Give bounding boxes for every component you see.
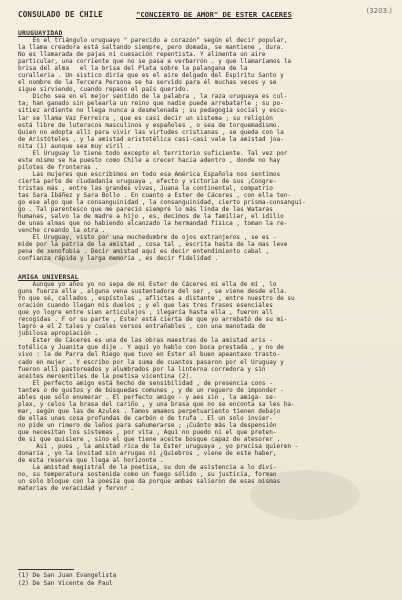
section-heading-amiga-universal: AMIGA UNIVERSAL [18, 273, 79, 281]
text-line: Así , pues , la amistad rica de la Ester uruguaya , yo precisa quieren - [18, 443, 299, 451]
text-line: lagro a el Z tales y cuales versos entrañables , con una manotada de [18, 323, 266, 331]
text-line: ables que sólo enumerar . El perfecto amigo - y aes sin , la amiga- se- [18, 393, 277, 401]
text-line: cierta parte de ciudadanía uruguaya , efecto y victoria de sus ¡Congre- [18, 177, 277, 185]
text-line: pena de xenofobia . Decir amistad aquí es decir entendimiento cabal , [18, 248, 270, 256]
section-body-amiga-universal [18, 281, 388, 492]
text-line: confianza rápida y larga memoria , es decir fidelidad . [18, 255, 219, 263]
text-line: particular, una corriente que no se pasa a verbarrón . y que llamaríamos la [18, 58, 292, 66]
text-line: pilotes de fronteras . [18, 163, 99, 171]
text-line: mide por la patria de la amistad , cosa tal , escrita hasta de la mas leve [18, 241, 288, 249]
text-line: vivo : la de Parra del Riego que tuvo en Ester al buen apeantaxo trasto- [18, 351, 281, 359]
text-line: nita (1) aunque sea muy viril . [18, 142, 131, 150]
text-line: de esta reserva que llega al horizonte . [18, 457, 164, 465]
text-line: sigue sirviendo, cuando repaso el país querido. [18, 86, 190, 94]
letterhead [18, 7, 392, 24]
text-line: curalleria . Un sistico diría que es el aire delgado del Espíritu Santo y [18, 72, 284, 80]
text-line: de Aristóteles , y la amistad aristotélica casi-casi vale la amistad joa- [18, 135, 284, 143]
section-heading-uruguayidad: URUGUAYIDAD [18, 29, 63, 37]
text-line: El Uruguay, visto por una muchedumbre de ojos extranjeros , se es - [18, 234, 277, 242]
text-line: En el triángulo uruguayo " parecido a corazón" según el decir popular, [18, 37, 288, 44]
text-line: La amistad magistral de la poetisa, su don de asistencia a lo divi- [18, 464, 277, 472]
text-line: Aunque yo años yo no sepa de mi Ester de Cáceres mi ella de mí , lo [18, 281, 277, 288]
text-line: no, su temperatura sostenida como un fuego sólido , su justicia, forman [18, 471, 277, 479]
text-line: un solo bloque con la poesía que da porque ambas salieron de esas mismas [18, 478, 281, 486]
text-line: guns fuerza ella , alguna vena sustentadora del ser , se viene desde ella. [18, 288, 288, 296]
text-line: tristas más , entre las grandes vivas, Juana la continental, compatrio [18, 184, 273, 192]
text-line: venche creando la otra . [18, 227, 106, 235]
footnote-divider [18, 569, 74, 570]
text-line: No es llamarada de pajas ni cuesación repentista. Y alimenta un aire [18, 51, 266, 59]
text-line: humanas, salvo la de madre a hijo , es, decimos de la familiar, el idilio [18, 213, 284, 221]
footnote-2: (2) De San Vicente de Paul [18, 580, 113, 587]
text-line: está libre de luteracos masculinos y españoles , o sea de torquemadismo. [18, 121, 281, 129]
text-line: tantes o de gustos y de búsquedas comunes , y de un reguero de imponder - [18, 386, 284, 394]
text-line: go ese algo que la consanguinidad , la consanguinidad, cierto prisma-consanguí- [18, 199, 306, 207]
text-line: que necesitan los sistemas , por vita , Aquí no puedo ni el que preten- [18, 428, 277, 436]
text-line: el nombre de la Tercera Persona se ha servido para él muchas veces y se [18, 79, 277, 87]
footnote-1: (1) De San Juan Evangelista [18, 572, 117, 579]
text-line: totélica y Juanita que dije . Y aquí yo hablo con boca prestada , y no de [18, 344, 284, 352]
text-line: Dicho sea en el mejor sentido de la palabra , la raza uruguaya es cul- [18, 93, 288, 101]
text-line: Quien no adopta allí para vivir las virtudes cristianas , se queda con la [18, 128, 284, 136]
text-line: la llama creadora está saltando siempre, pero domada, se mantiene , dura. [18, 44, 284, 52]
text-line: recogidas . F or su parte , Ester está cierta de que yo arrebató de su mi- [18, 316, 288, 324]
text-line: donaria , yo la invitad sin arrugas ni ¿Quiebros , viene de este haber, [18, 450, 277, 458]
text-line: de si que quisiere , sino el que tiene aceite bosque capaz de atesorer . [18, 436, 281, 444]
text-line: de unas almas que no habiendo alcanzado la hermandad física , toman la re- [18, 220, 288, 228]
text-line: go . Tal parentesco que me pareció siempre lo más linda de las Wataras [18, 206, 273, 214]
text-line: aceites meroentiles de la poetisa vicentina (2). [18, 372, 193, 380]
text-line: materias de veracidad y fervor . [18, 485, 135, 493]
text-line: no pide un rimero de leños para sahumerarse ; ¡Cuánto más la despensión [18, 421, 277, 429]
document-title: "CONCIERTO DE AMOR" DE ESTER CACERES [136, 10, 292, 19]
text-line: cado en mujer . Y escribo por la suma de cuantos pasaron por el Uruguay y [18, 358, 284, 366]
text-line: ta; han ganado sin pelearla un reino que nadie puede arrebatarle ; su po- [18, 100, 284, 108]
text-line: Yo que sé, callados , espístolas , aflictas a distante , entre nuestro de su [18, 295, 295, 303]
text-line: El perfecto amigo está hecho de sensibilidad , de presencia cons - [18, 379, 273, 387]
text-line: fueron allí pastoreados y alumbrados por la linterna corredora y sin [18, 365, 266, 373]
text-line: tas Sara Ibáñez y Sara Bollo . En cuanto a Ester de Cáceres , con ella ten- [18, 192, 292, 200]
text-line: lar se llama Vaz Ferreira , que es casi decir un sistema ; su religión [18, 114, 273, 122]
archive-reference: (3203.) [366, 7, 392, 15]
text-line: de ellas unas cosa profundas de carbón o de trufa . El un solo invier- [18, 414, 273, 422]
text-line: mar, según que las de Azules . Tamos amamos perpetuariento tienen debajo [18, 407, 281, 415]
text-line: El Uruguay lo tiene todo excepto el territorio suficiente. Tal vez por [18, 149, 288, 157]
consulate-name: CONSULADO DE CHILE [18, 10, 103, 19]
text-line: plax, y celos la brasa del cariño , y una brasa que no se enconta sa les ha- [18, 400, 295, 408]
text-line: sitiez ardiente no llega nunca a desmelenada ; su pedagogía social y escu- [18, 107, 288, 115]
text-line: oración cuando llegan mis duelos ; y el que las tres frases esenciales [18, 302, 273, 310]
text-line: que yo logre entre sien articulejos , ilegaría hasta ella , fueron all [18, 309, 273, 317]
section-body-uruguayidad [18, 37, 388, 263]
text-line: Ester de Cáceres es una de las obras maestras de la amistad aris - [18, 337, 273, 345]
text-line: Las mujeres que escribimos en todo esa América Española nos sentimos [18, 170, 281, 178]
text-line: jubilosa apropiación . [18, 330, 99, 338]
text-line: este mismo se ha puesto como Chile a crecer hacia adentro , donde no hay [18, 156, 281, 164]
text-line: brisa del alma el la brisa del Plata sobre la palangana de la [18, 65, 248, 73]
